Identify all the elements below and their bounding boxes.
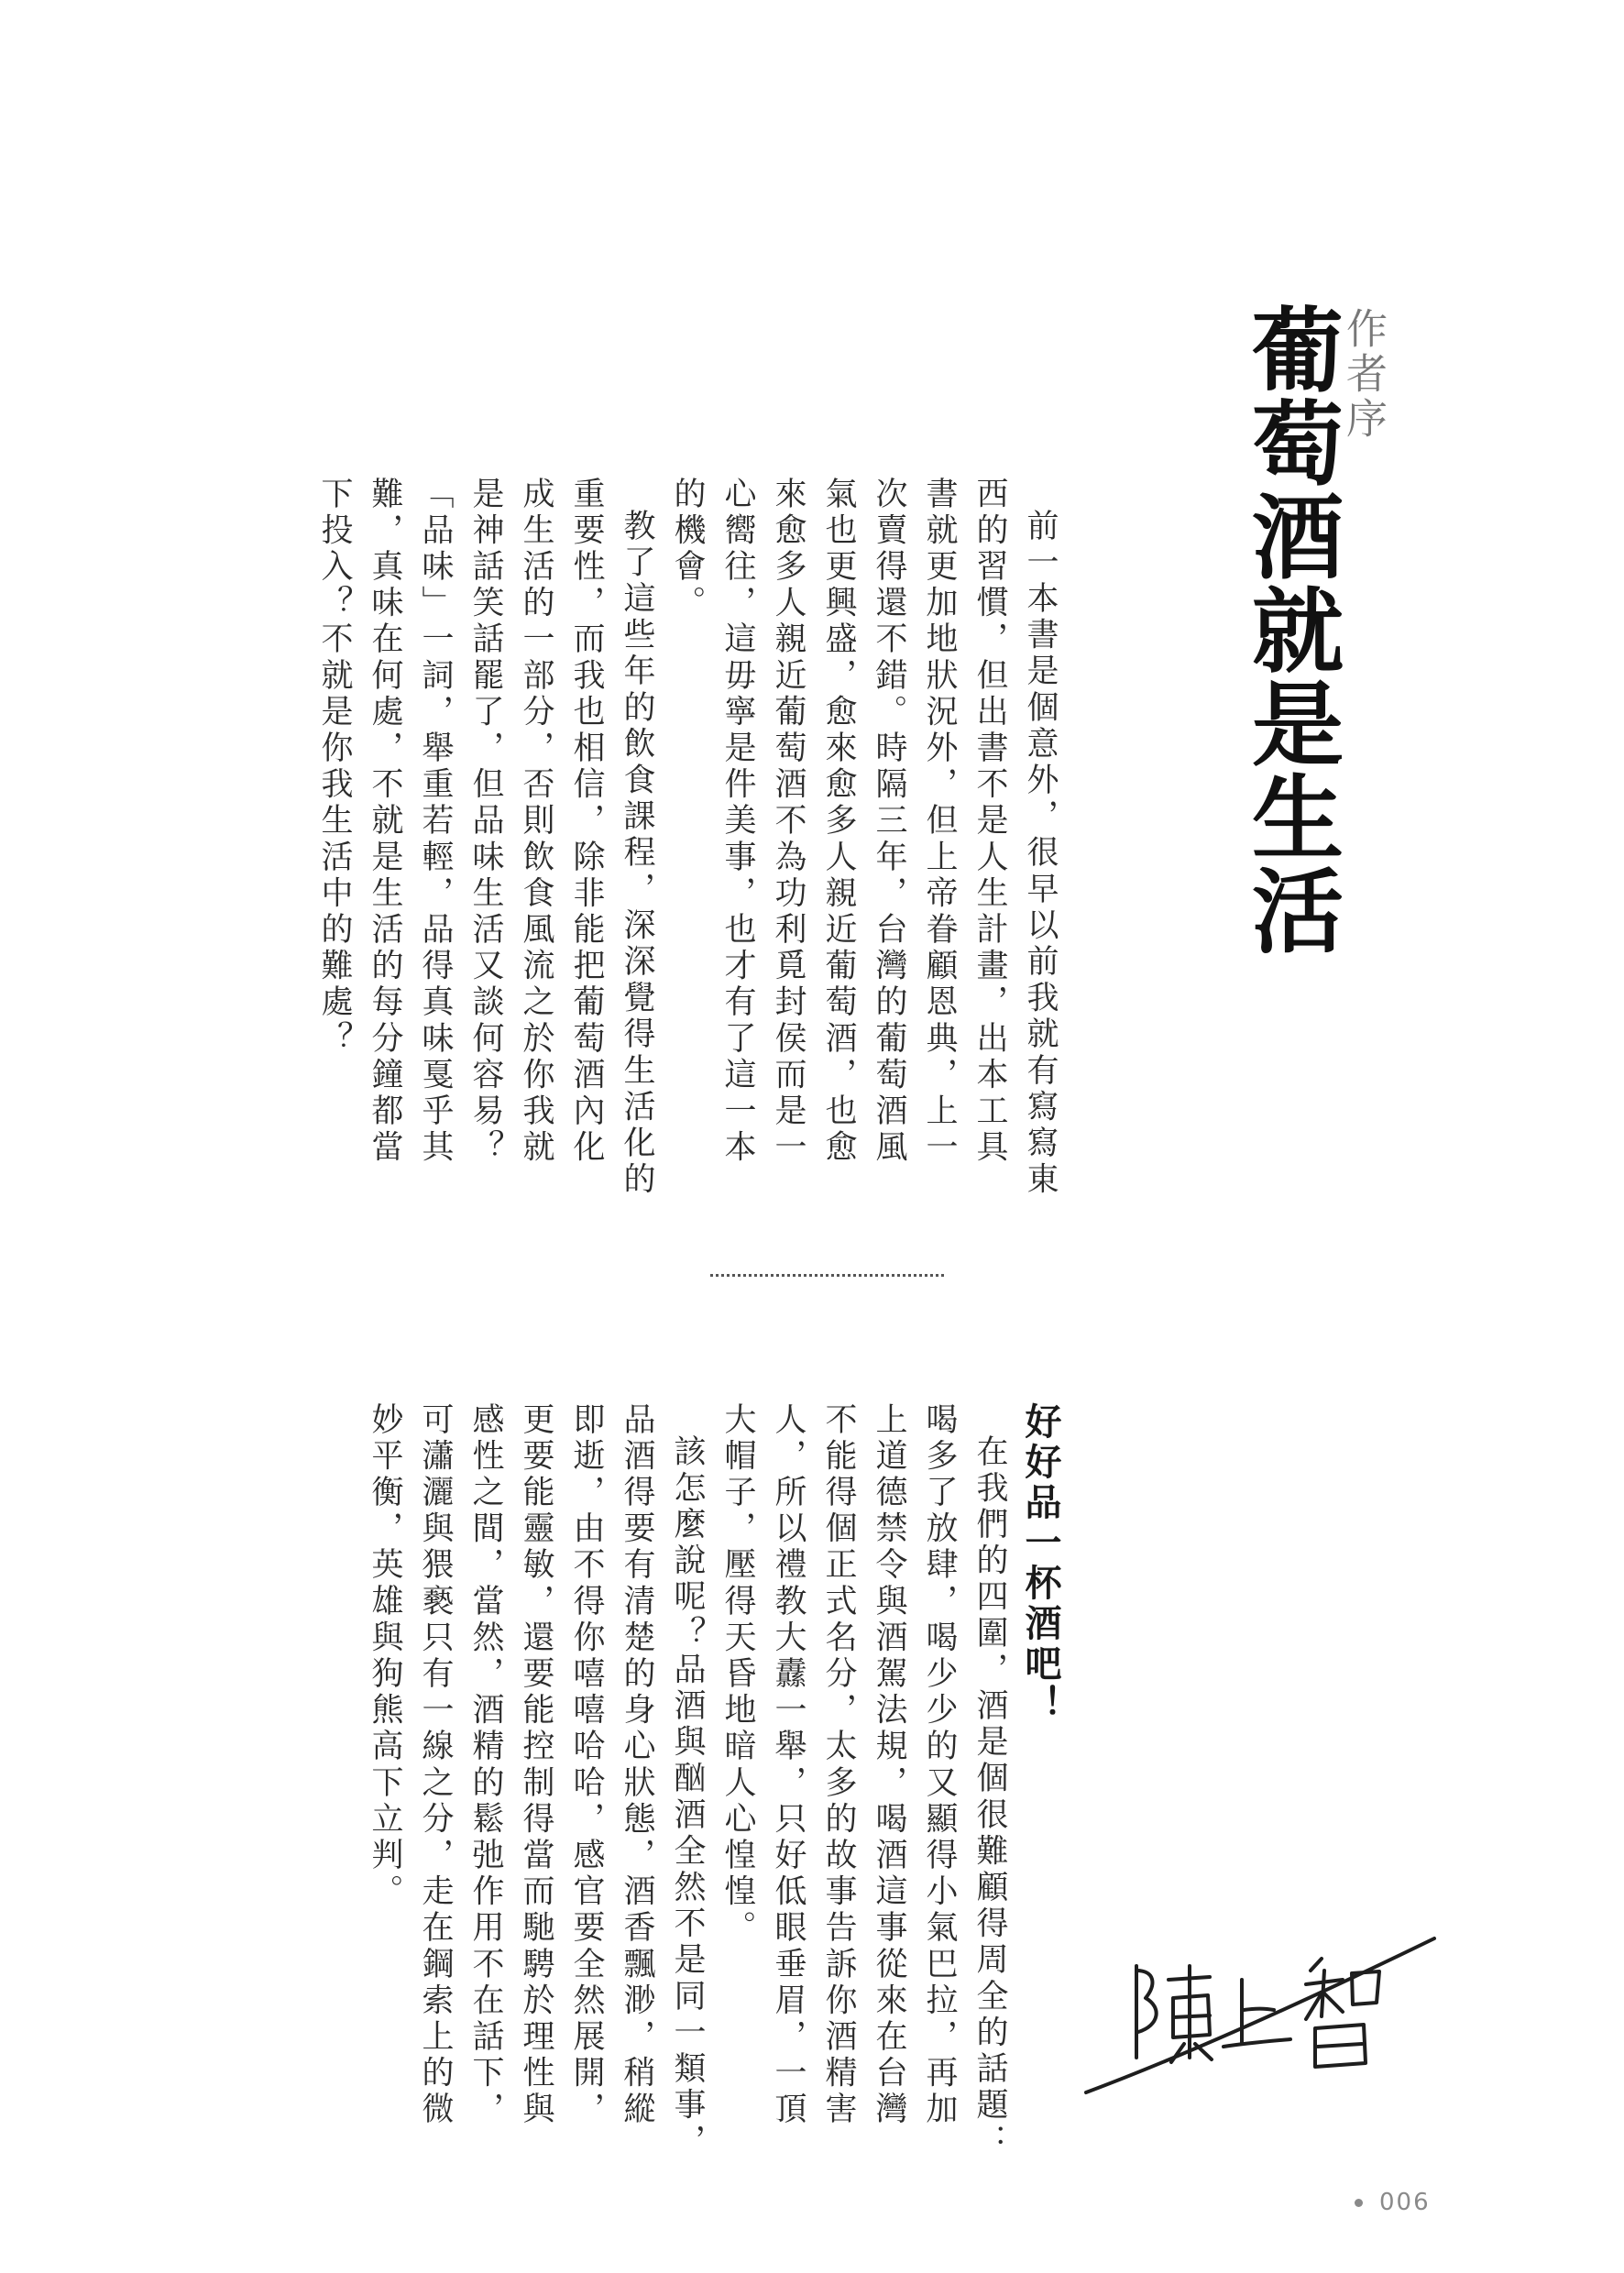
- page-number: 006: [1379, 2189, 1431, 2216]
- paragraph: 該怎麼說呢？品酒與酗酒全然不是同一類事，品酒得要有清楚的身心狀態，酒香飄渺，稍縱即逝，由不得你嘻嘻哈哈，感官要全然展開，更要能靈敏，還要能控制得當而馳騁於理性與感性之間，當然，酒精的鬆弛作用不在話下，可瀟灑與猥褻只有一線之分，走在鋼索上的微妙平衡，英雄與狗熊高下立判。: [367, 1402, 706, 2160]
- paragraph: 在我們的四圍，酒是個很難顧得周全的話題：喝多了放肆，喝少少的又顯得小氣巴拉，再加上道德禁令與酒駕法規，喝酒這事從來在台灣不能得個正式名分，太多的故事告訴你酒精害人，所以禮教大纛一舉，只好低眼垂眉，一頂大帽子，壓得天昏地暗人心惶惶。: [719, 1402, 1008, 2160]
- section-divider: [710, 1274, 944, 1277]
- preface-section-1: [316, 477, 1065, 1201]
- bullet-dot-icon: [1355, 2199, 1363, 2207]
- preface-section-2: [344, 1402, 1065, 2163]
- page-footer: [1355, 2189, 1431, 2216]
- paragraph: 前一本書是個意外，很早以前我就有寫寫東西的習慣，但出書不是人生計畫，出本工具書就更加地狀況外，但上帝眷顧恩典，上一次賣得還不錯。時隔三年，台灣的葡萄酒風氣也更興盛，愈來愈多人親近葡萄酒，也愈來愈多人親近葡萄酒不為功利覓封侯而是一心嚮往，這毋寧是件美事，也才有了這一本的機會。: [669, 477, 1059, 1199]
- page-title: 葡萄酒就是生活: [1236, 302, 1344, 957]
- author-signature: [1081, 1929, 1439, 2103]
- section-label: 作者序: [1339, 307, 1388, 442]
- section-heading: 好好品一杯酒吧！: [1019, 1402, 1061, 1725]
- paragraph: 教了這些年的飲食課程，深深覺得生活化的重要性，而我也相信，除非能把葡萄酒內化成生活的一部分，否則飲食風流之於你我就是神話笑話罷了，但品味生活又談何容易？「品味」一詞，舉重若輕，品得真味戛乎其難，真味在何處，不就是生活的每分鐘都當下投入？不就是你我生活中的難處？: [316, 477, 655, 1199]
